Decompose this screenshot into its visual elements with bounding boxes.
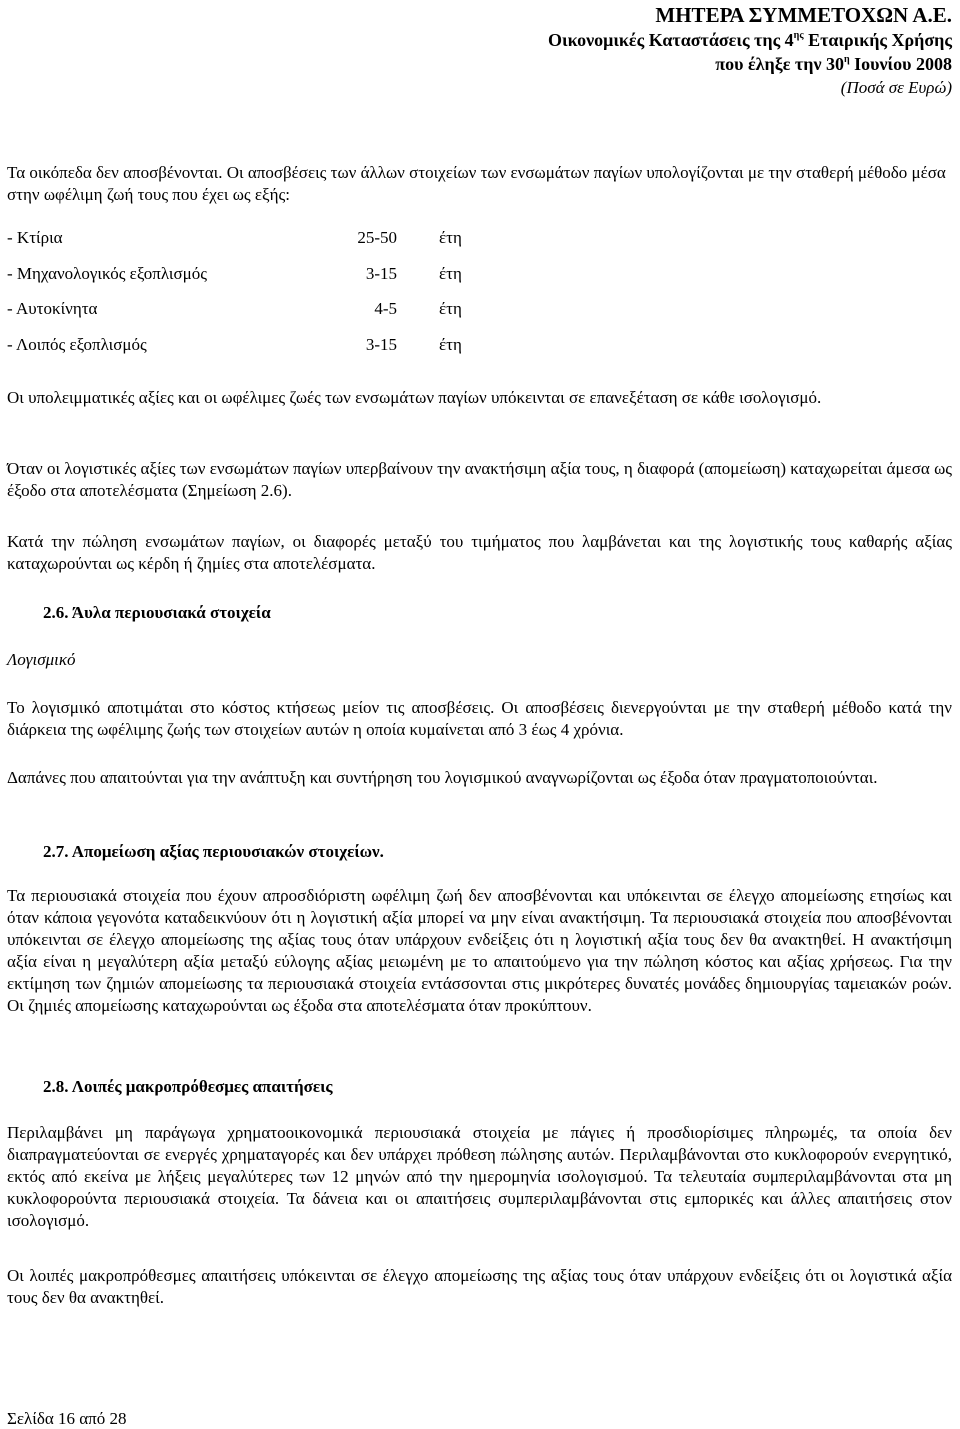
period-title: που έληξε την $30^\eta$ Ιουνίου 2008 [715, 54, 952, 74]
list-item [7, 264, 462, 300]
section-heading-2-6: 2.6. Άυλα περιουσιακά στοιχεία [43, 603, 271, 622]
list-item [7, 335, 462, 371]
statements-title: Οικονομικές Καταστάσεις της $4^{\eta\varsigma}$ Εταιρικής Χρήσης [548, 30, 952, 50]
section-heading-2-7: 2.7. Απομείωση αξίας περιουσιακών στοιχείων. [43, 842, 384, 861]
list-item [7, 228, 462, 264]
software-paragraph-2: Δαπάνες που απαιτούνται για την ανάπτυξη και συντήρηση του λογισμικού αναγνωρίζονται ως έξοδα όταν πραγματοποιούνται. [7, 768, 878, 787]
asset-name: - Λοιπός εξοπλισμός [7, 334, 147, 354]
receivables-paragraph-2: Οι λοιπές μακροπρόθεσμες απαιτήσεις υπόκεινται σε έλεγχο απομείωσης της αξίας τους όταν υπάρχουν ενδείξεις ότι οι λογιστικά αξία τους δεν θα ανακτηθεί. [7, 1266, 952, 1307]
useful-life-list [7, 228, 462, 370]
asset-years: 4-5 [374, 299, 397, 318]
asset-unit: έτη [439, 263, 462, 283]
company-name: ΜΗΤΕΡΑ ΣΥΜΜΕΤΟΧΩΝ Α.Ε. [655, 3, 952, 27]
list-item [7, 299, 462, 335]
asset-years: 3-15 [365, 263, 397, 283]
asset-name: - Μηχανολογικός εξοπλισμός [7, 263, 207, 283]
section-heading-2-8: 2.8. Λοιπές μακροπρόθεσμες απαιτήσεις [43, 1077, 333, 1096]
page-number: Σελίδα 16 από 28 [7, 1409, 127, 1428]
intro-paragraph: Τα οικόπεδα δεν αποσβένονται. Οι αποσβέσεις των άλλων στοιχείων των ενσωμάτων παγίων υπολογίζονται με την σταθερή μέθοδο μέσα στην ωφέλιμη ζωή τους που έχει ως εξής: [7, 163, 946, 204]
asset-years: 25-50 [357, 228, 397, 247]
disposal-paragraph: Κατά την πώληση ενσωμάτων παγίων, οι διαφορές μεταξύ του τιμήματος που λαμβάνεται και της λογιστικής τους καθαρής αξίας καταχωρούνται ως κέρδη ή ζημίες στα αποτελέσματα. [7, 532, 952, 573]
asset-name: - Αυτοκίνητα [7, 299, 98, 318]
asset-name: - Κτίρια [7, 228, 63, 247]
asset-unit: έτη [439, 299, 462, 318]
asset-unit: έτη [439, 334, 462, 354]
asset-unit: έτη [439, 228, 462, 247]
currency-note: (Ποσά σε Ευρώ) [840, 78, 952, 97]
page-header [548, 2, 952, 100]
recoverable-amount-paragraph: Όταν οι λογιστικές αξίες των ενσωμάτων παγίων υπερβαίνουν την ανακτήσιμη αξία τους, η διαφορά (απομείωση) καταχωρείται άμεσα ως έξοδο στα αποτελέσματα (Σημείωση 2.6). [7, 459, 952, 500]
asset-years: 3-15 [365, 334, 397, 354]
receivables-paragraph-1: Περιλαμβάνει μη παράγωγα χρηματοοικονομικά περιουσιακά στοιχεία με πάγιες ή προσδιορίσιμες πληρωμές, τα οποία δεν διαπραγματεύονται σε ενεργές χρηματαγορές και δεν υπάρχει πρόθεση πώλησης αυτών. Περιλαμβάνονται στο κυκλοφορούν ενεργητικό, εκτός από εκείνα με λήξεις μεγαλύτερες των 12 μηνών από την ημερομηνία ισολογισμού. Τα τελευταία συμπεριλαμβάνονται στα μη κυκλοφορούντα περιουσιακά στοιχεία. Τα δάνεια και οι απαιτήσεις συμπεριλαμβάνονται στις εμπορικές και άλλες απαιτήσεις στον ισολογισμό. [7, 1123, 952, 1230]
impairment-paragraph: Τα περιουσιακά στοιχεία που έχουν απροσδιόριστη ωφέλιμη ζωή δεν αποσβένονται και υπόκεινται σε έλεγχο απομείωσης ετησίως και όταν κάποια γεγονότα καταδεικνύουν ότι η λογιστική αξία μπορεί να μην είναι ανακτήσιμη. Τα περιουσιακά στοιχεία που αποσβένονται υπόκεινται σε έλεγχο απομείωσης της αξίας τους όταν υπάρχουν ενδείξεις ότι η λογιστική αξία τους δεν θα ανακτηθεί. Η ανακτήσιμη αξία είναι η μεγαλύτερη αξία μεταξύ εύλογης αξίας μειωμένη με το απαιτούμενο για την πώληση κόστος και αξίας χρήσεως. Για την εκτίμηση των ζημιών απομείωσης τα περιουσιακά στοιχεία εντάσσονται στις μικρότερες δυνατές μονάδες δημιουργίας ταμειακών ροών. Οι ζημιές απομείωσης καταχωρούνται ως έξοδα στα αποτελέσματα όταν προκύπτουν. [7, 886, 952, 1015]
software-subheading: Λογισμικό [7, 650, 76, 669]
residual-values-paragraph: Οι υπολειμματικές αξίες και οι ωφέλιμες ζωές των ενσωμάτων παγίων υπόκεινται σε επανεξέταση σε κάθε ισολογισμό. [7, 388, 822, 407]
software-paragraph-1: Το λογισμικό αποτιμάται στο κόστος κτήσεως μείον τις αποσβέσεις. Οι αποσβέσεις διενεργούνται με την σταθερή μέθοδο κατά την διάρκεια της ωφέλιμης ζωής των στοιχείων αυτών η οποία κυμαίνεται από 3 έως 4 χρόνια. [7, 698, 952, 739]
